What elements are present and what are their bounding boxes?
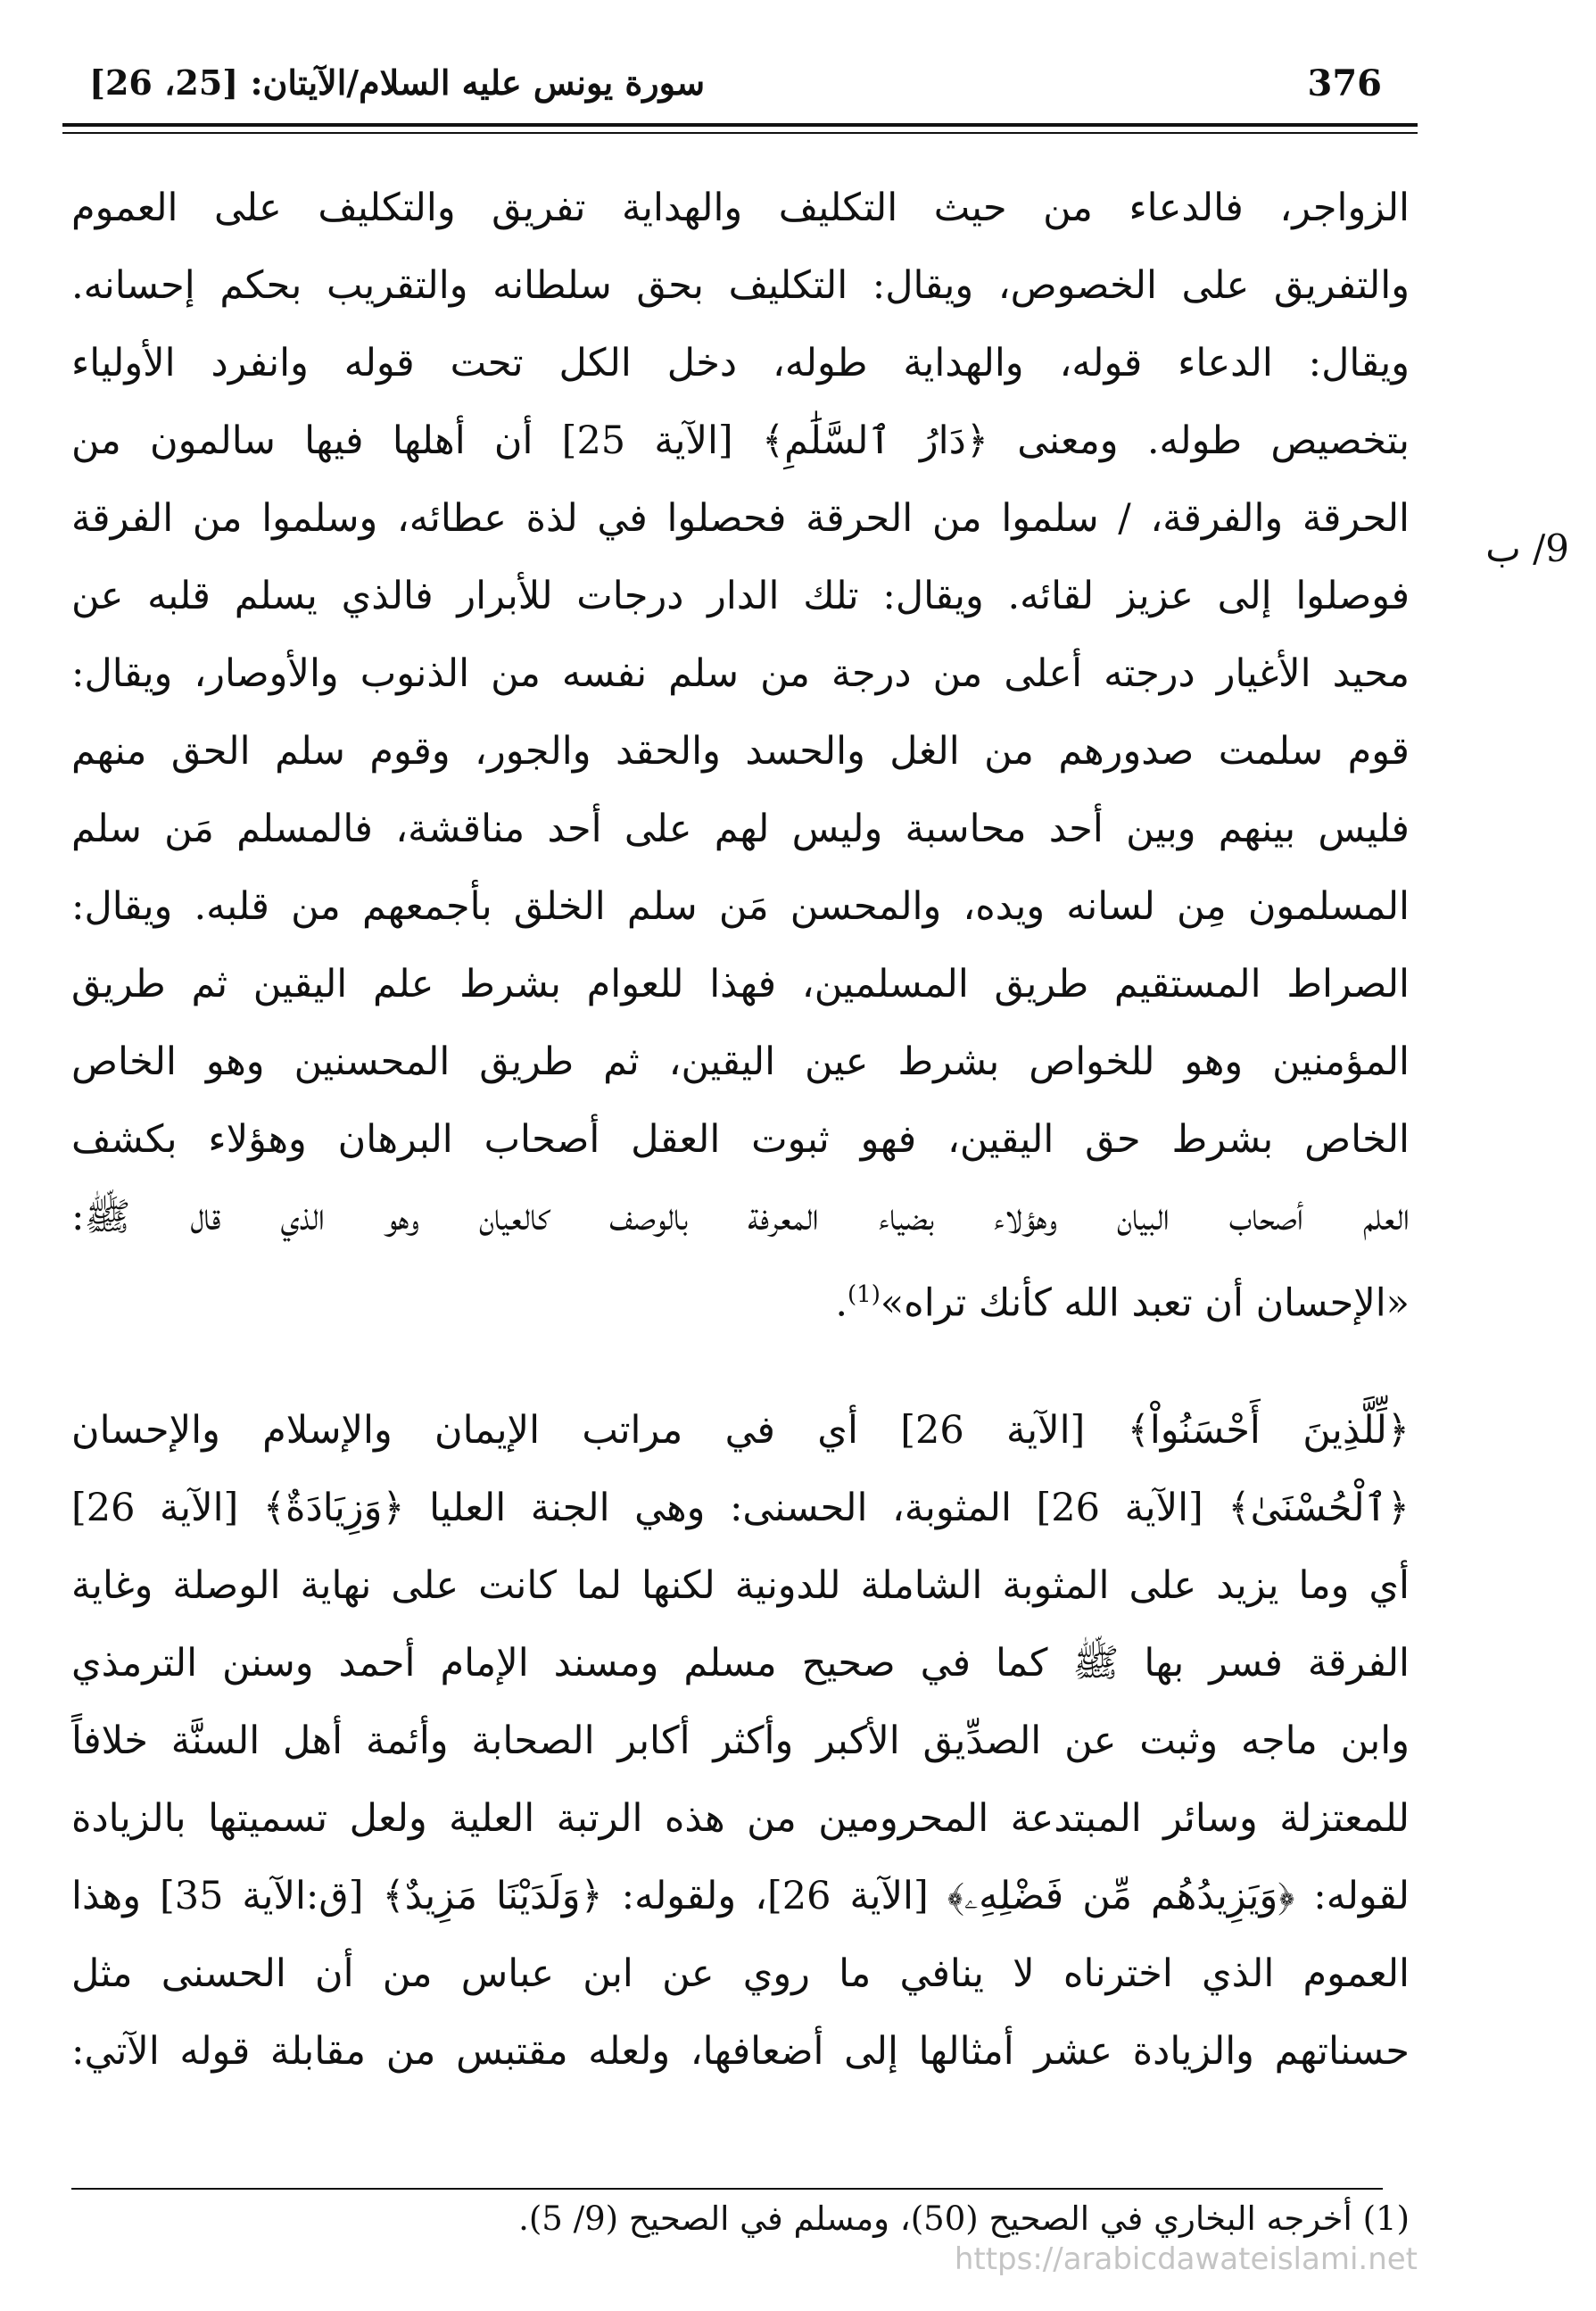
header-rule-thick	[62, 123, 1418, 127]
text-line: ﴿لِّلَّذِينَ أَحْسَنُواْ﴾ [الآية 26] أي في مراتب الإيمان والإسلام والإحسان	[71, 1408, 1410, 1453]
text-line: المسلمون مِن لسانه ويده، والمحسن مَن سلم الخلق بأجمعهم من قلبه. ويقال:	[71, 884, 1410, 929]
header-rule-thin	[62, 132, 1418, 134]
text-line: الخاص بشرط حق اليقين، فهو ثبوت العقل أصحاب البرهان وهؤلاء بكشف	[71, 1117, 1410, 1162]
page-number: 376	[1307, 62, 1382, 104]
text-line-last	[71, 1256, 1410, 1342]
text-line: للمعتزلة وسائر المبتدعة المحرومين من هذه الرتبة العلية ولعل تسميتها بالزيادة	[71, 1796, 1410, 1841]
text-line: ويقال: الدعاء قوله، والهداية طوله، دخل الكل تحت قوله وانفرد الأولياء	[71, 341, 1410, 385]
sentence-end: .	[835, 1280, 848, 1326]
footnote-separator	[71, 2188, 1383, 2190]
text-line: والتفريق على الخصوص، ويقال: التكليف بحق سلطانه والتقريب بحكم إحسانه.	[71, 263, 1410, 308]
paragraph-2	[71, 1392, 1410, 2091]
footnote-1: (1) أخرجه البخاري في الصحيح (50)، ومسلم في الصحيح (9/ 5).	[518, 2199, 1410, 2238]
text-line: أي وما يزيد على المثوبة الشاملة للدونية لكنها لما كانت على نهاية الوصلة وغاية	[71, 1563, 1410, 1608]
text-line: العموم الذي اخترناه لا ينافي ما روي عن ابن عباس من أن الحسنى مثل	[71, 1951, 1410, 1996]
text-line: الحرقة والفرقة، / سلموا من الحرقة فحصلوا في لذة عطائه، وسلموا من الفرقة	[71, 496, 1410, 541]
text-line: بتخصيص طوله. ومعنى ﴿دَارُ ٱلسَّلَٰمِ﴾ [الآية 25] أن أهلها فيها سالمون من	[71, 418, 1410, 463]
text-line: محيد الأغيار درجته أعلى من درجة من سلم نفسه من الذنوب والأوصار، ويقال:	[71, 651, 1410, 696]
running-header	[71, 55, 1409, 118]
text-line: الزواجر، فالدعاء من حيث التكليف والهداية تفريق والتكليف على العموم	[71, 186, 1410, 230]
text-line: قوم سلمت صدورهم من الغل والحسد والحقد والجور، وقوم سلم الحق منهم	[71, 729, 1410, 774]
text-line: فليس بينهم وبين أحد محاسبة وليس لهم على أحد مناقشة، فالمسلم مَن سلم	[71, 807, 1410, 851]
text-line: لقوله: ﴿وَيَزِيدُهُم مِّن فَضْلِهِۦ﴾ [الآية 26]، ولقوله: ﴿وَلَدَيْنَا مَزِيدٌ﴾ [ق:الآية 35] وهذا	[71, 1874, 1410, 1918]
hadith-quote: «الإحسان أن تعبد الله كأنك تراه»	[880, 1280, 1410, 1326]
paragraph-1	[71, 170, 1410, 1342]
text-line: المؤمنين وهو للخواص بشرط عين اليقين، ثم طريق المحسنين وهو الخاص	[71, 1040, 1410, 1084]
text-line: فوصلوا إلى عزيز لقائه. ويقال: تلك الدار درجات للأبرار فالذي يسلم قلبه عن	[71, 574, 1410, 618]
footnote-reference[interactable]: (1)	[848, 1281, 881, 1308]
text-line: حسناتهم والزيادة عشر أمثالها إلى أضعافها، ولعله مقتبس من مقابلة قوله الآتي:	[71, 2029, 1410, 2074]
manuscript-folio-marker: 9/ ب	[1485, 526, 1569, 570]
watermark-url: https://arabicdawateislami.net	[954, 2241, 1418, 2277]
header-title: سورة يونس عليه السلام/الآيتان: [25، 26]	[89, 62, 706, 103]
text-line: ﴿ٱلْحُسْنَىٰ﴾ [الآية 26] المثوبة، الحسنى: وهي الجنة العليا ﴿وَزِيَادَةٌ﴾ [الآية 26]	[71, 1486, 1410, 1530]
text-line: العلم أصحاب البيان وهؤلاء بضياء المعرفة بالوصف كالعيان وهو الذي قال ﷺ:	[71, 1195, 1410, 1239]
text-line: وابن ماجه وثبت عن الصدِّيق الأكبر وأكثر أكابر الصحابة وأئمة أهل السنَّة خلافاً	[71, 1719, 1410, 1763]
text-line: الصراط المستقيم طريق المسلمين، فهذا للعوام بشرط علم اليقين ثم طريق	[71, 962, 1410, 1006]
text-line: الفرقة فسر بها ﷺ كما في صحيح مسلم ومسند الإمام أحمد وسنن الترمذي	[71, 1641, 1410, 1686]
